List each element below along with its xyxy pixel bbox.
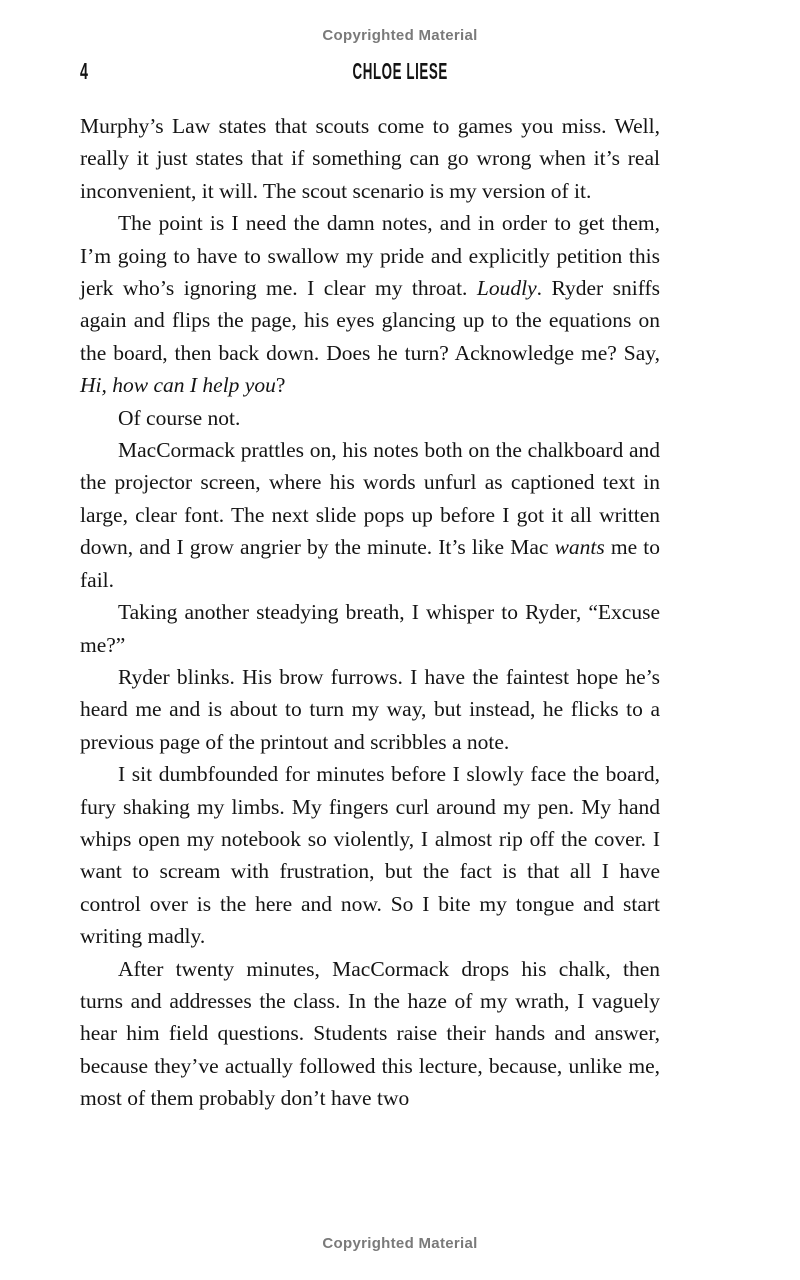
copyright-notice-top: Copyrighted Material — [322, 27, 478, 44]
paragraph — [80, 434, 660, 596]
text-run: Of course not. — [118, 405, 241, 430]
text-run: ? — [275, 373, 286, 398]
text-run: me to fail. — [80, 535, 660, 592]
copyright-notice-bottom: Copyrighted Material — [322, 1235, 478, 1252]
page-header — [80, 58, 720, 84]
italic-run: Loudly — [476, 276, 537, 301]
paragraph — [80, 207, 660, 401]
text-run: Ryder blinks. His brow furrows. I have the faintest hope he’s heard me and is about to turn my way, but instead, he flicks to a previous page of the printout and scribbles a note. — [80, 664, 660, 754]
italic-run: Hi, how can I help you — [80, 373, 276, 398]
paragraph — [80, 953, 660, 1115]
text-run: Murphy’s Law states that scouts come to games you miss. Well, really it just states that if something can go wrong when it’s real inconvenient, it will. The scout scenario is my version of it. — [80, 114, 660, 203]
paragraph — [80, 661, 660, 758]
paragraph — [80, 110, 660, 207]
text-run: The point is I need the damn notes, and in order to get them, I’m going to have to swallow my pride and explicitly petition this jerk who’s ignoring me. I clear my throat. — [80, 211, 660, 301]
running-header-title: CHLOE LIESE — [352, 58, 448, 84]
paragraph — [80, 758, 660, 952]
paragraph — [80, 596, 660, 661]
italic-run: wants — [554, 535, 605, 560]
text-column — [80, 110, 660, 1115]
text-run: After twenty minutes, MacCormack drops his chalk, then turns and addresses the class. In the haze of my wrath, I vaguely hear him field questions. Students raise their hands and answer, because they’ve actually followed this lecture, because, unlike me, most of them probably don’t have two — [80, 956, 660, 1111]
paragraph — [80, 402, 660, 434]
page-number: 4 — [80, 58, 88, 84]
running-header — [80, 58, 720, 85]
text-run: . Ryder sniffs again and flips the page, his eyes glancing up to the equations on the board, then back down. Does he turn? Acknowledge me? Say, — [80, 276, 660, 365]
text-run: I sit dumbfounded for minutes before I slowly face the board, fury shaking my limbs. My fingers curl around my pen. My hand whips open my notebook so violently, I almost rip off the cover. I want to scream with frustration, but the fact is that all I have control over is the here and now. So I bite my tongue and start writing madly. — [80, 762, 660, 949]
text-run: Taking another steadying breath, I whisper to Ryder, “Excuse me?” — [80, 600, 660, 657]
text-run: MacCormack prattles on, his notes both on the chalkboard and the projector screen, where his words unfurl as captioned text in large, clear font. The next slide pops up before I got it all written down, and I grow angrier by the minute. It’s like Mac — [80, 438, 660, 560]
